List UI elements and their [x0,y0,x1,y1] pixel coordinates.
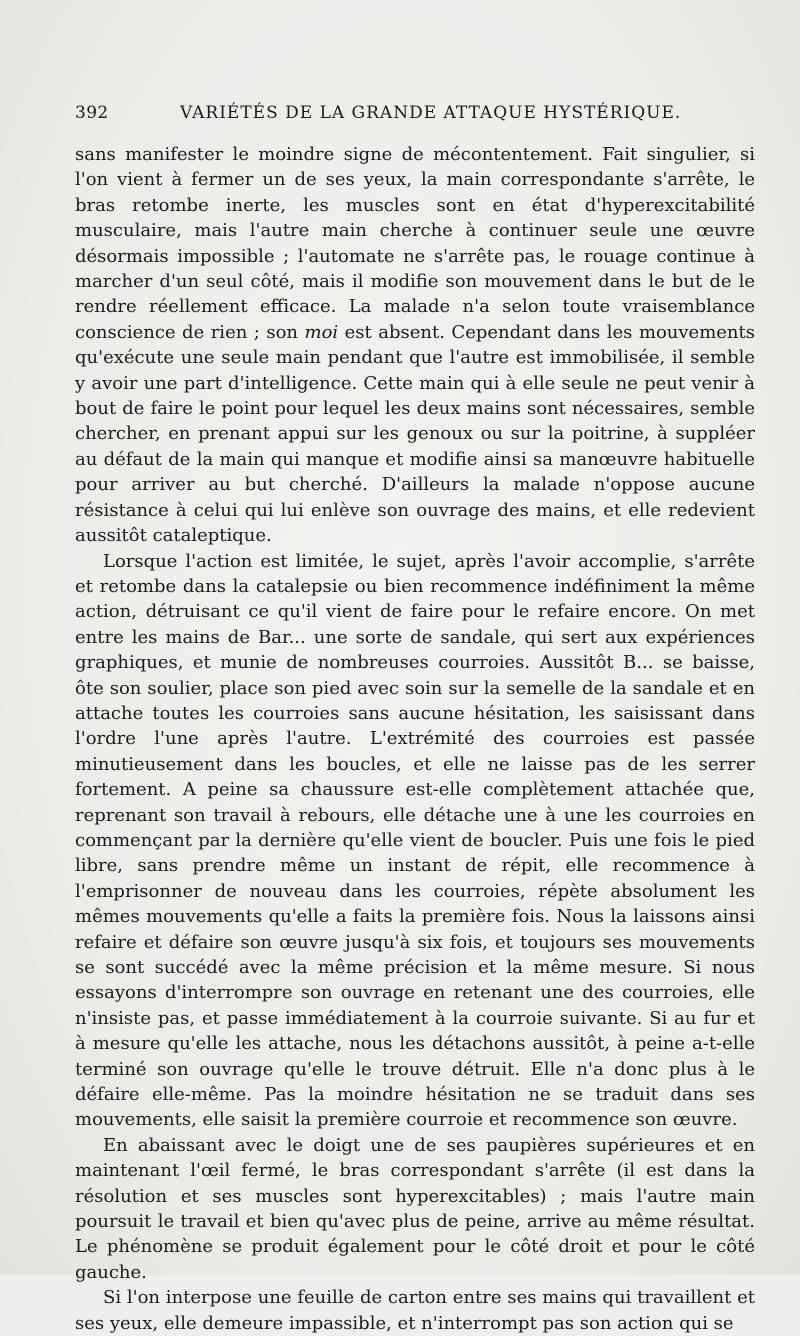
paragraph: Lorsque l'action est limitée, le sujet, après l'avoir accomplie, s'arrête et retombe dans la catalepsie ou bien recommence indéfiniment la même action, détruisant ce qu'il vient de faire pour le refaire encore. On met entre les mains de Bar... une sorte de sandale, qui sert aux expériences graphiques, et munie de nombreuses courroies. Aussitôt B... se baisse, ôte son soulier, place son pied avec soin sur la semelle de la sandale et en attache toutes les courroies sans aucune hésitation, les saisissant dans l'ordre l'une après l'autre. L'extrémité des courroies est passée minutieusement dans les boucles, et elle ne laisse pas de les serrer fortement. A peine sa chaussure est-elle complètement attachée que, reprenant son travail à rebours, elle détache une à une les courroies en commençant par la dernière qu'elle vient de boucler. Puis une fois le pied libre, sans prendre même un instant de répit, elle recommence à l'emprisonner de nouveau dans les courroies, répète absolument les mêmes mouvements qu'elle a faits la première fois. Nous la laissons ainsi refaire et défaire son œuvre jusqu'à six fois, et toujours ses mouvements se sont succédé avec la même précision et la même mesure. Si nous essayons d'interrompre son ouvrage en retenant une des courroies, elle n'insiste pas, et passe immédiatement à la courroie suivante. Si au fur et à mesure qu'elle les attache, nous les détachons aussitôt, à peine a-t-elle terminé son ouvrage qu'elle le trouve détruit. Elle n'a donc plus à le défaire elle-même. Pas la moindre hésitation ne se traduit dans ses mouvements, elle saisit la première courroie et recommence son œuvre. [75,550,755,1131]
paragraph-text-part: sans manifester le moindre signe de mécontentement. Fait singulier, si l'on vient à fermer un de ses yeux, la main correspondante s'arrête, le bras retombe inerte, les muscles sont en état d'hyperexcitabilité musculaire, mais l'autre main cherche à continuer seule une œuvre désormais impossible ; l'automate ne s'arrête pas, le rouage continue à marcher d'un seul côté, mais il modifie son mouvement dans le but de le rendre réellement efficace. La malade n'a selon toute vraisemblance conscience de rien ; son [75,144,755,343]
paragraph-text-part: est absent. Cependant dans les mouvements qu'exécute une seule main pendant que l'autre est immobilisée, il semble y avoir une part d'intelligence. Cette main qui à elle seule ne peut venir à bout de faire le point pour lequel les deux mains sont nécessaires, semble chercher, en prenant appui sur les genoux ou sur la poitrine, à suppléer au défaut de la main qui manque et modifie ainsi sa manœuvre habituelle pour arriver au but cherché. D'ailleurs la malade n'oppose aucune résistance à celui qui lui enlève son ouvrage des mains, et elle redevient aussitôt cataleptique. [75,321,755,547]
page-number: 392 [75,103,109,123]
paragraph: En abaissant avec le doigt une de ses paupières supérieures et en maintenant l'œil fermé, le bras correspondant s'arrête (il est dans la résolution et ses muscles sont hyperexcitables) ; mais l'autre main poursuit le travail et bien qu'avec plus de peine, arrive au même résultat. Le phénomène se produit également pour le côté droit et pour le côté gauche. [75,1134,755,1283]
running-title: VARIÉTÉS DE LA GRANDE ATTAQUE HYSTÉRIQUE. [180,103,682,123]
paragraph: Si l'on interpose une feuille de carton entre ses mains qui travaillent et ses yeux, elle demeure impassible, et n'interrompt pas son action qui se [75,1287,755,1334]
italic-word: moi [304,321,339,343]
body-text [75,142,755,1336]
paragraph-continuation [75,142,755,549]
